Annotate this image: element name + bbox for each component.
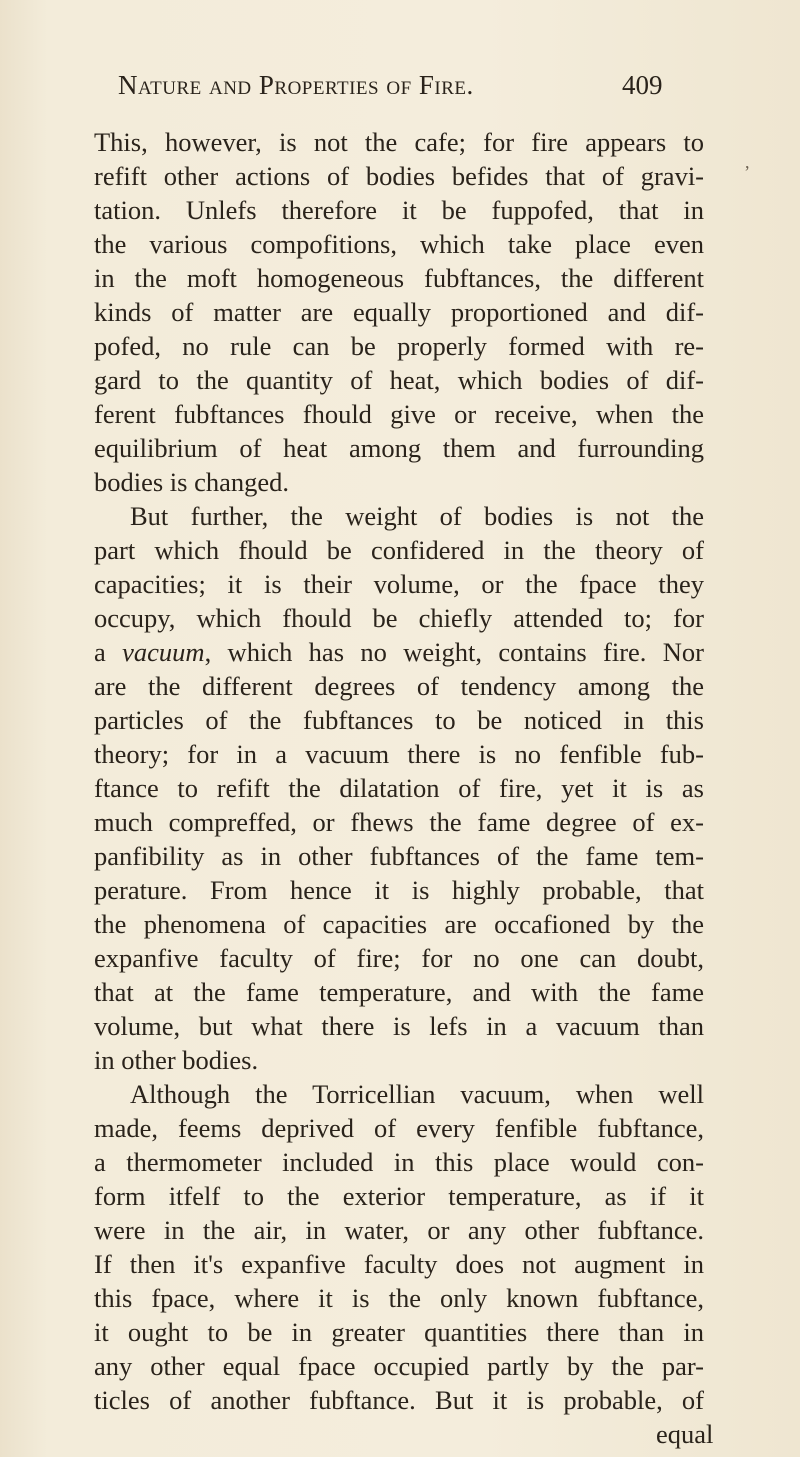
- text-line: particles of the fubftances to be noticed in this: [94, 705, 704, 735]
- text-line: are the different degrees of tendency among the: [94, 671, 704, 701]
- text-line: it ought to be in greater quantities there than in: [94, 1317, 704, 1347]
- text-line: But further, the weight of bodies is not the: [130, 501, 704, 531]
- text-line: ticles of another fubftance. But it is probable, of: [94, 1385, 704, 1415]
- text-line: panfibility as in other fubftances of the fame tem-: [94, 841, 704, 871]
- text-line: capacities; it is their volume, or the fpace they: [94, 569, 704, 599]
- text-line: in the moft homogeneous fubftances, the different: [94, 263, 704, 293]
- text-fragment: , which has no weight, contains fire. Nor: [204, 637, 705, 667]
- text-line: ftance to refift the dilatation of fire, yet it is as: [94, 773, 704, 803]
- text-line: this fpace, where it is the only known fubftance,: [94, 1283, 704, 1313]
- text-line: refift other actions of bodies befides that of gravi-: [94, 161, 704, 191]
- text-line-italic: [94, 635, 704, 669]
- text-line: expanfive faculty of fire; for no one can doubt,: [94, 943, 704, 973]
- text-line: that at the fame temperature, and with the fame: [94, 977, 704, 1007]
- text-line: pofed, no rule can be properly formed with re-: [94, 331, 704, 361]
- text-line: kinds of matter are equally proportioned and dif-: [94, 297, 704, 327]
- italic-word: vacuum: [122, 637, 205, 667]
- text-line: form itfelf to the exterior temperature, as if it: [94, 1181, 704, 1211]
- text-line: gard to the quantity of heat, which bodies of dif-: [94, 365, 704, 395]
- text-line: occupy, which fhould be chiefly attended to; for: [94, 603, 704, 633]
- text-line: the phenomena of capacities are occafioned by the: [94, 909, 704, 939]
- text-line: Although the Torricellian vacuum, when well: [130, 1079, 704, 1109]
- text-line: much compreffed, or fhews the fame degree of ex-: [94, 807, 704, 837]
- text-line: part which fhould be confidered in the theory of: [94, 535, 704, 565]
- text-line: equilibrium of heat among them and furrounding: [94, 433, 704, 463]
- page-header: [0, 70, 800, 110]
- text-line: tation. Unlefs therefore it be fuppofed, that in: [94, 195, 704, 225]
- text-line: theory; for in a vacuum there is no fenfible fub-: [94, 739, 704, 769]
- text-line: a thermometer included in this place would con-: [94, 1147, 704, 1177]
- text-line: any other equal fpace occupied partly by the par-: [94, 1351, 704, 1381]
- text-line: in other bodies.: [94, 1045, 259, 1075]
- text-line: volume, but what there is lefs in a vacuum than: [94, 1011, 704, 1041]
- catchword: equal: [656, 1419, 714, 1449]
- page-number: 409: [622, 70, 663, 100]
- text-line: bodies is changed.: [94, 467, 290, 497]
- text-line: ferent fubftances fhould give or receive, when the: [94, 399, 704, 429]
- text-line: the various compofitions, which take place even: [94, 229, 704, 259]
- text-line: made, feems deprived of every fenfible fubftance,: [94, 1113, 704, 1143]
- text-fragment: a: [94, 637, 123, 667]
- text-line: This, however, is not the cafe; for fire appears to: [94, 127, 704, 157]
- text-line: were in the air, in water, or any other fubftance.: [94, 1215, 704, 1245]
- text-line: perature. From hence it is highly probable, that: [94, 875, 704, 905]
- margin-mark: ,: [745, 152, 750, 172]
- text-line: If then it's expanfive faculty does not augment in: [94, 1249, 704, 1279]
- running-title: Nature and Properties of Fire.: [118, 70, 474, 100]
